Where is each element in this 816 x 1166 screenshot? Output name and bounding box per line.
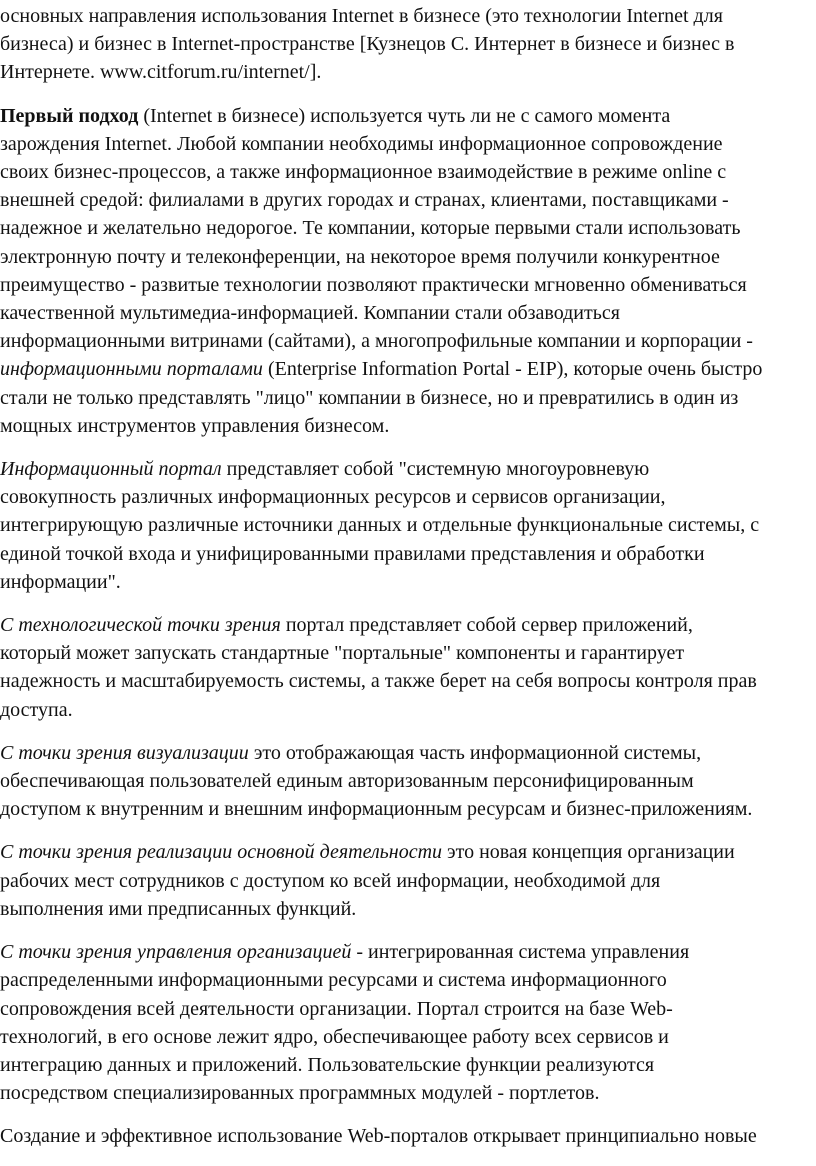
text-line	[0, 1079, 816, 1107]
text-run: портал представляет собой сервер приложений,	[280, 614, 693, 637]
text-line	[0, 938, 816, 966]
paragraph-6	[0, 838, 816, 923]
italic-term: С точки зрения реализации основной деятельности	[0, 841, 443, 864]
text-line	[0, 483, 816, 511]
text-line	[0, 102, 816, 130]
text-line	[0, 30, 816, 58]
text-run: стали не только представлять "лицо" компании в бизнесе, но и превратились в один из	[0, 386, 739, 409]
text-run: рабочих мест сотрудников с доступом ко всей информации, необходимой для	[0, 869, 661, 892]
text-run: (Enterprise Information Portal - EIP), которые очень быстро	[262, 358, 763, 381]
text-line	[0, 667, 816, 695]
text-run: электронную почту и телеконференции, на некоторое время получили конкурентное	[0, 245, 720, 268]
text-run: интеграцию данных и приложений. Пользовательские функции реализуются	[0, 1053, 655, 1076]
text-line	[0, 540, 816, 568]
italic-term: С технологической точки зрения	[0, 614, 281, 637]
text-run: (Internet в бизнесе) используется чуть ли не с самого момента	[138, 104, 671, 127]
text-line	[0, 1122, 816, 1150]
bold-term: Первый подход	[0, 104, 139, 127]
text-line	[0, 867, 816, 895]
text-run: мощных инструментов управления бизнесом.	[0, 414, 390, 437]
text-line	[0, 511, 816, 539]
text-run: информации".	[0, 570, 121, 593]
text-line	[0, 158, 816, 186]
text-line	[0, 1023, 816, 1051]
text-run: технологий, в его основе лежит ядро, обеспечивающее работу всех сервисов и	[0, 1025, 669, 1048]
text-line	[0, 1051, 816, 1079]
text-run: надежность и масштабируемость системы, а также берет на себя вопросы контроля прав	[0, 670, 757, 693]
text-line	[0, 214, 816, 242]
text-run: совокупность различных информационных ресурсов и сервисов организации,	[0, 486, 666, 509]
text-run: это отображающая часть информационной системы,	[248, 741, 702, 764]
text-line	[0, 299, 816, 327]
text-line	[0, 639, 816, 667]
text-run: доступом к внутренним и внешним информационным ресурсам и бизнес-приложениям.	[0, 798, 753, 821]
text-line	[0, 838, 816, 866]
text-run: своих бизнес-процессов, а также информационное взаимодействие в режиме online с	[0, 161, 727, 184]
text-line	[0, 966, 816, 994]
text-run: - интегрированная система управления	[351, 941, 690, 964]
paragraph-2	[0, 102, 816, 440]
text-line	[0, 58, 816, 86]
text-run: распределенными информационными ресурсами и система информационного	[0, 969, 667, 992]
text-run: бизнеса) и бизнес в Internet-пространстве [Кузнецов С. Интернет в бизнесе и бизнес в	[0, 33, 735, 56]
text-run: зарождения Internet. Любой компании необходимы информационное сопровождение	[0, 132, 723, 155]
text-run: выполнения ими предписанных функций.	[0, 897, 357, 920]
text-run: доступа.	[0, 698, 73, 721]
italic-term: С точки зрения управления организацией	[0, 941, 352, 964]
text-run: преимущество - развитые технологии позволяют практически мгновенно обмениваться	[0, 273, 747, 296]
text-run: основных направления использования Internet в бизнесе (это технологии Internet для	[0, 5, 723, 27]
paragraph-5	[0, 739, 816, 824]
text-run: Создание и эффективное использование Web-порталов открывает принципиально новые	[0, 1125, 757, 1148]
text-run: представляет собой "системную многоуровневую	[221, 458, 650, 481]
text-line	[0, 795, 816, 823]
text-line	[0, 767, 816, 795]
text-line	[0, 455, 816, 483]
text-line	[0, 271, 816, 299]
text-run: надежное и желательно недорогое. Те компании, которые первыми стали использовать	[0, 217, 741, 240]
text-line	[0, 568, 816, 596]
paragraph-4	[0, 611, 816, 724]
text-line	[0, 327, 816, 355]
paragraph-3	[0, 455, 816, 596]
text-run: Интернете. www.citforum.ru/internet/].	[0, 61, 322, 84]
text-line	[0, 412, 816, 440]
text-line	[0, 611, 816, 639]
text-line	[0, 384, 816, 412]
italic-term: Информационный портал	[0, 458, 222, 481]
text-line	[0, 355, 816, 383]
text-line	[0, 895, 816, 923]
text-run: обеспечивающая пользователей единым авторизованным персонифицированным	[0, 770, 694, 793]
text-line	[0, 186, 816, 214]
paragraph-1	[0, 2, 816, 87]
text-run: который может запускать стандартные "портальные" компоненты и гарантирует	[0, 642, 685, 665]
text-run: посредством специализированных программных модулей - портлетов.	[0, 1082, 600, 1105]
text-line	[0, 739, 816, 767]
text-line	[0, 130, 816, 158]
text-line	[0, 696, 816, 724]
paragraph-7	[0, 938, 816, 1107]
text-line	[0, 243, 816, 271]
text-run: информационными витринами (сайтами), а многопрофильные компании и корпорации -	[0, 330, 753, 353]
italic-term: С точки зрения визуализации	[0, 741, 249, 764]
text-run: это новая концепция организации	[442, 841, 735, 864]
paragraph-8	[0, 1122, 816, 1150]
text-run: внешней средой: филиалами в других городах и странах, клиентами, поставщиками -	[0, 189, 729, 212]
text-run: интегрирующую различные источники данных и отдельные функциональные системы, с	[0, 514, 760, 537]
text-line	[0, 2, 816, 30]
italic-term: информационными порталами	[0, 358, 263, 381]
text-run: единой точкой входа и унифицированными правилами представления и обработки	[0, 542, 705, 565]
text-run: качественной мультимедиа-информацией. Компании стали обзаводиться	[0, 302, 620, 325]
text-run: сопровождения всей деятельности организации. Портал строится на базе Web-	[0, 997, 673, 1020]
text-line	[0, 995, 816, 1023]
